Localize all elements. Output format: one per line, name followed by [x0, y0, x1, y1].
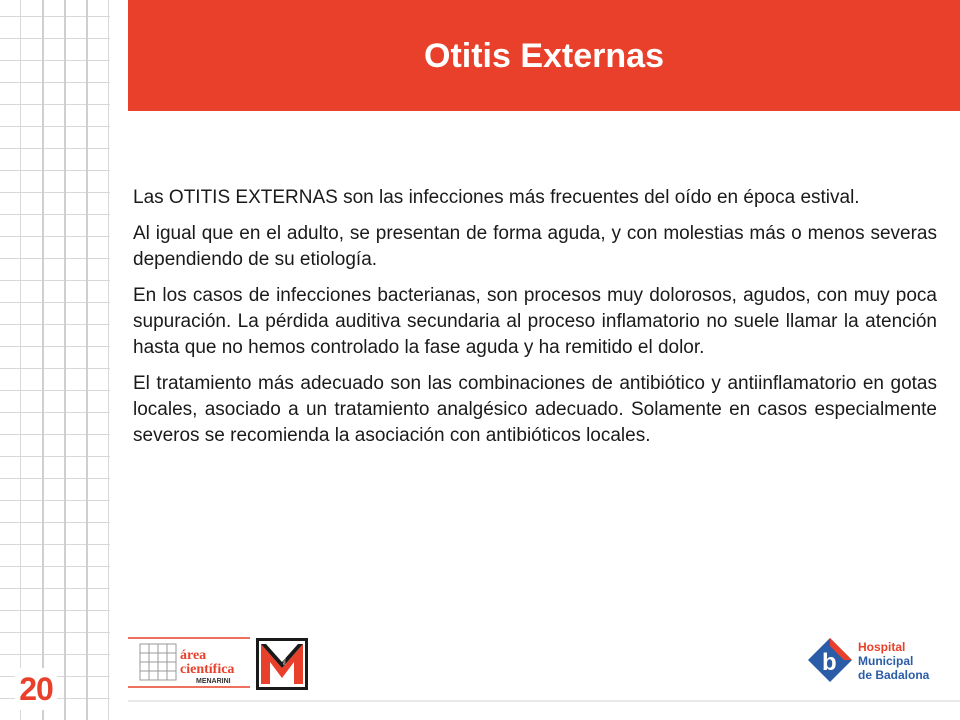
grid-vertical-line [86, 0, 88, 720]
slide-title: Otitis Externas [424, 37, 664, 75]
paragraph-2: Al igual que en el adulto, se presentan de forma aguda, y con molestias más o menos severas dependiendo de su etiología. [133, 223, 937, 270]
title-bar [128, 0, 960, 111]
paragraph-4: El tratamiento más adecuado son las combinaciones de antibiótico y antiinflamatorio en gotas locales, asociado a un tratamiento analgésico adecuado. Solamente en casos especialmente severos se recomienda la asociación con antibióticos locales. [133, 373, 937, 446]
hospital-line2: Municipal [858, 654, 914, 668]
hospital-line3: de Badalona [858, 668, 930, 682]
grid-pattern [0, 0, 110, 720]
grid-vertical-line [64, 0, 66, 720]
hospital-logo [808, 636, 948, 686]
footer-divider [128, 700, 960, 702]
menarini-m-logo [256, 638, 308, 690]
grid-decoration [0, 0, 110, 720]
slide-content [133, 185, 937, 459]
area-cientifica-line1: área [180, 648, 207, 663]
page-number: 20 [15, 668, 57, 710]
grid-vertical-line [42, 0, 44, 720]
hospital-b-icon: b [822, 649, 837, 676]
paragraph-3: En los casos de infecciones bacterianas, son procesos muy dolorosos, agudos, con muy poca supuración. La pérdida auditiva secundaria al proceso inflamatorio no suele llamar la atención hasta que no hemos controlado la fase aguda y ha remitido el dolor. [133, 285, 937, 358]
area-cientifica-logo [128, 637, 250, 689]
area-cientifica-sub: MENARINI [196, 678, 231, 685]
area-cientifica-line2: científica [180, 662, 235, 677]
hospital-line1: Hospital [858, 640, 906, 654]
paragraph-1: Las OTITIS EXTERNAS son las infecciones más frecuentes del oído en época estival. [133, 187, 860, 208]
menarini-vertical-text: MENARINI [282, 648, 286, 666]
